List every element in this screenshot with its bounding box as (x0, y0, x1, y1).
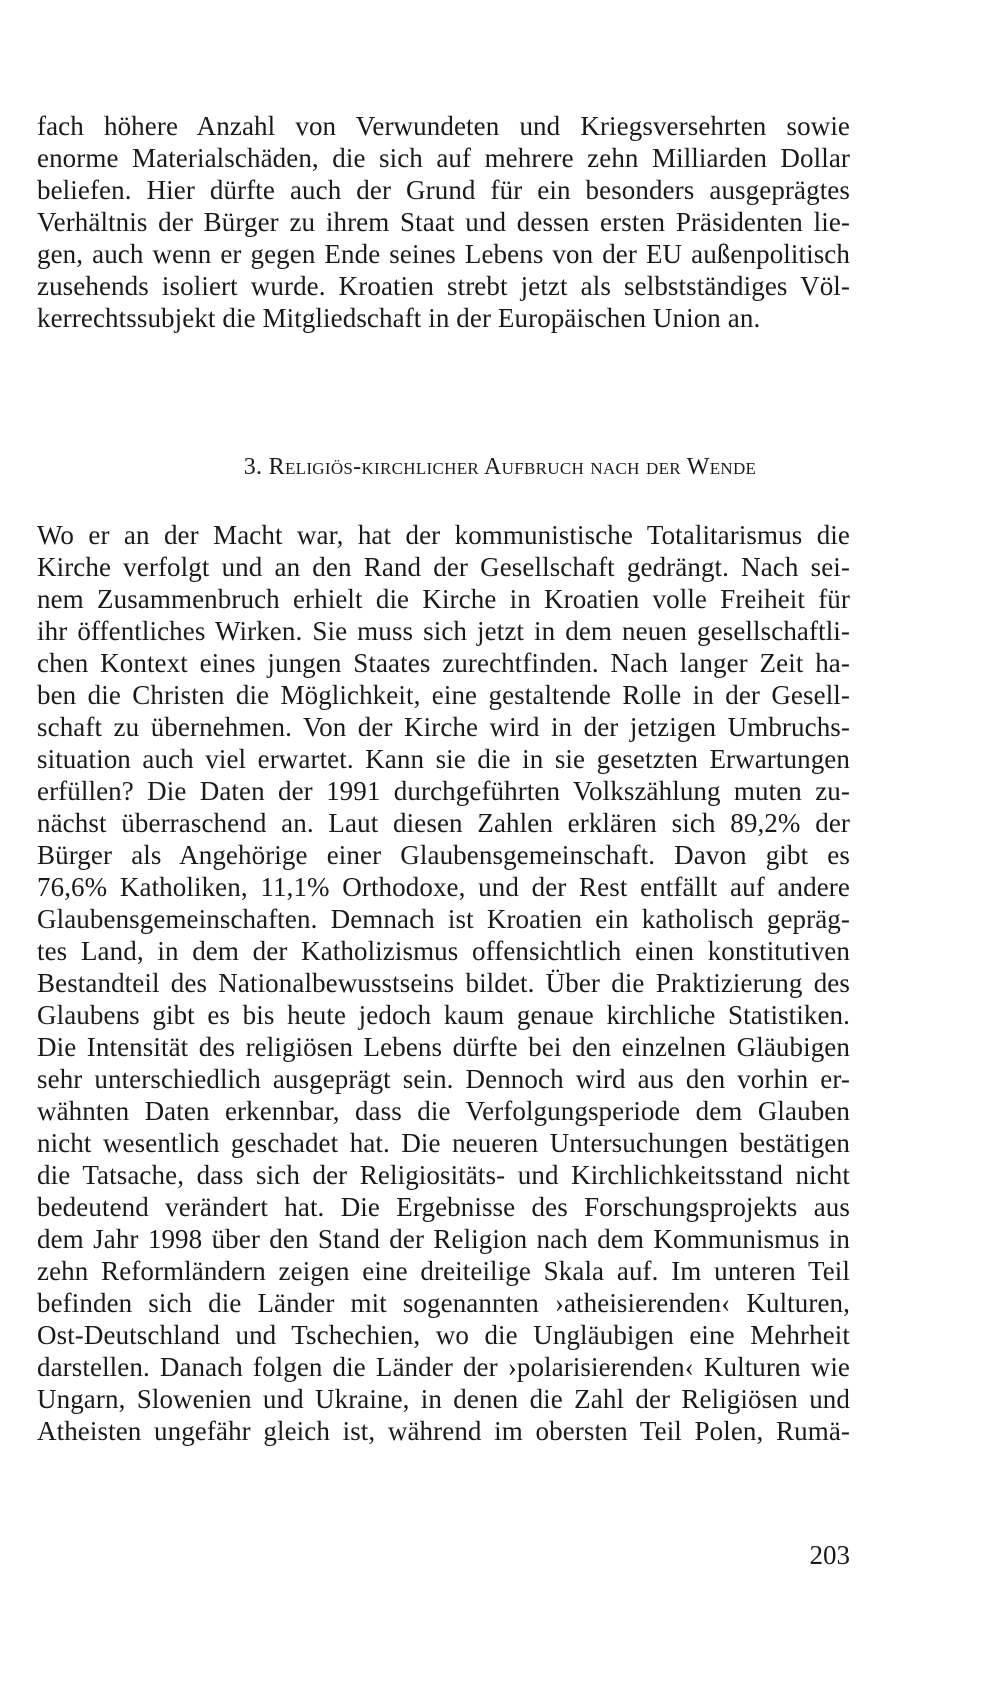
text-line: erfüllen? Die Daten der 1991 durchgeführten Volkszählung muten zu- (37, 776, 850, 806)
text-line: nicht wesentlich geschadet hat. Die neueren Untersuchungen bestätigen (37, 1128, 850, 1158)
text-line: Ost-Deutschland und Tschechien, wo die Ungläubigen eine Mehrheit (37, 1320, 850, 1350)
section-heading: 3. Religiös-kirchlicher Aufbruch nach der Wende (243, 454, 757, 480)
text-line: enorme Materialschäden, die sich auf mehrere zehn Milliarden Dollar (37, 143, 850, 173)
text-line: nem Zusammenbruch erhielt die Kirche in Kroatien volle Freiheit für (37, 584, 850, 614)
text-line: chen Kontext eines jungen Staates zurechtfinden. Nach langer Zeit ha- (37, 648, 850, 678)
text-line: die Tatsache, dass sich der Religiositäts- und Kirchlichkeitsstand nicht (37, 1160, 850, 1190)
text-line: Die Intensität des religiösen Lebens dürfte bei den einzelnen Gläubigen (37, 1032, 850, 1062)
text-line: Wo er an der Macht war, hat der kommunistische Totalitarismus die (37, 520, 850, 550)
text-line: dem Jahr 1998 über den Stand der Religion nach dem Kommunismus in (37, 1224, 850, 1254)
text-line: Atheisten ungefähr gleich ist, während im obersten Teil Polen, Rumä- (37, 1416, 850, 1446)
text-line: 76,6% Katholiken, 11,1% Orthodoxe, und der Rest entfällt auf andere (37, 872, 850, 902)
text-line: situation auch viel erwartet. Kann sie die in sie gesetzten Erwartungen (37, 744, 850, 774)
text-line: beliefen. Hier dürfte auch der Grund für ein besonders ausgeprägtes (37, 175, 850, 205)
text-line: tes Land, in dem der Katholizismus offensichtlich einen konstitutiven (37, 936, 850, 966)
text-line: Glaubensgemeinschaften. Demnach ist Kroatien ein katholisch gepräg- (37, 904, 850, 934)
page-number: 203 (809, 1540, 850, 1570)
text-line: kerrechtssubjekt die Mitgliedschaft in der Europäischen Union an. (37, 303, 761, 333)
text-line: Glaubens gibt es bis heute jedoch kaum genaue kirchliche Statistiken. (37, 1000, 850, 1030)
text-line: sehr unterschiedlich ausgeprägt sein. Dennoch wird aus den vorhin er- (37, 1064, 850, 1094)
text-line: bedeutend verändert hat. Die Ergebnisse des Forschungsprojekts aus (37, 1192, 850, 1222)
text-line: ben die Christen die Möglichkeit, eine gestaltende Rolle in der Gesell- (37, 680, 850, 710)
text-line: schaft zu übernehmen. Von der Kirche wird in der jetzigen Umbruchs- (37, 712, 850, 742)
text-line: Kirche verfolgt und an den Rand der Gesellschaft gedrängt. Nach sei- (37, 552, 850, 582)
text-line: befinden sich die Länder mit sogenannten ›atheisierenden‹ Kulturen, (37, 1288, 850, 1318)
text-line: Verhältnis der Bürger zu ihrem Staat und dessen ersten Präsidenten lie- (37, 207, 850, 237)
text-line: fach höhere Anzahl von Verwundeten und Kriegsversehrten sowie (37, 111, 850, 141)
text-line: zehn Reformländern zeigen eine dreiteilige Skala auf. Im unteren Teil (37, 1256, 850, 1286)
text-line: Bürger als Angehörige einer Glaubensgemeinschaft. Davon gibt es (37, 840, 850, 870)
text-line: wähnten Daten erkennbar, dass die Verfolgungsperiode dem Glauben (37, 1096, 850, 1126)
text-line: Ungarn, Slowenien und Ukraine, in denen die Zahl der Religiösen und (37, 1384, 850, 1414)
text-line: nächst überraschend an. Laut diesen Zahlen erklären sich 89,2% der (37, 808, 850, 838)
text-line: gen, auch wenn er gegen Ende seines Lebens von der EU außenpolitisch (37, 239, 850, 269)
text-line: darstellen. Danach folgen die Länder der ›polarisierenden‹ Kulturen wie (37, 1352, 850, 1382)
text-line: ihr öffentliches Wirken. Sie muss sich jetzt in dem neuen gesellschaftli- (37, 616, 850, 646)
text-line: zusehends isoliert wurde. Kroatien strebt jetzt als selbstständiges Völ- (37, 271, 850, 301)
text-line: Bestandteil des Nationalbewusstseins bildet. Über die Praktizierung des (37, 968, 850, 998)
